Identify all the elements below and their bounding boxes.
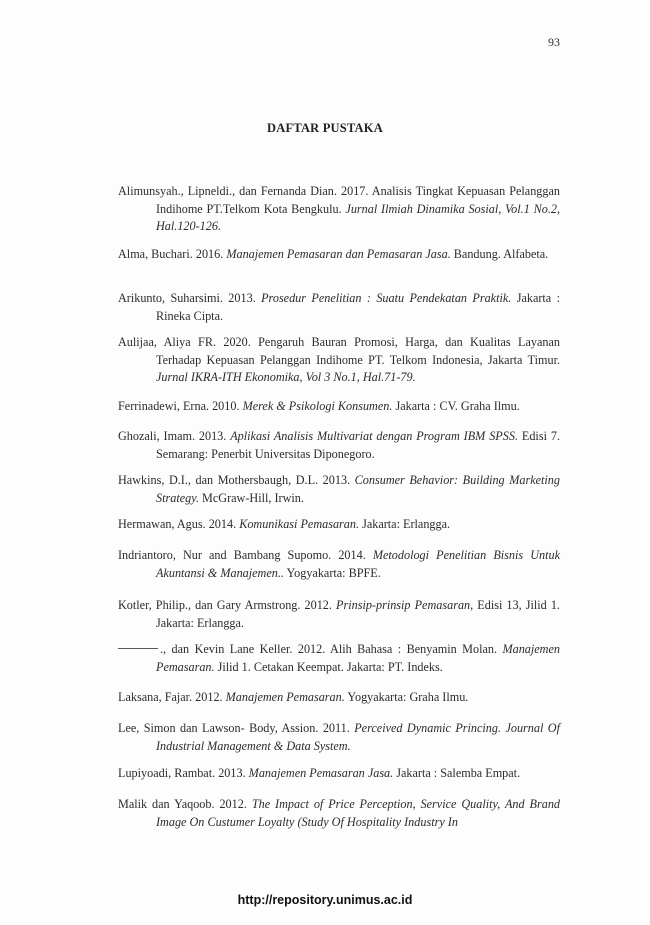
- reference-source: Jurnal Ilmiah Dinamika Sosial, Vol.1 No.2, Hal.120-126.: [156, 201, 561, 233]
- reference-entry: [118, 472, 560, 507]
- reference-entry: [118, 334, 560, 387]
- reference-source: Metodologi Penelitian Bisnis Untuk Akuntansi & Manajemen..: [156, 548, 561, 580]
- reference-source: Manajemen Pemasaran Jasa.: [248, 766, 394, 780]
- reference-text: Laksana, Fajar. 2012.: [118, 690, 226, 704]
- reference-entry: [118, 765, 560, 783]
- reference-text: Malik dan Yaqoob. 2012.: [118, 797, 252, 811]
- reference-source: Prosedur Penelitian : Suatu Pendekatan Praktik.: [261, 291, 512, 305]
- reference-publisher: Edisi 7. Semarang: Penerbit Universitas Diponegoro.: [156, 429, 560, 461]
- reference-source: Prinsip-prinsip Pemasaran,: [336, 598, 474, 612]
- repository-url-link[interactable]: http://repository.unimus.ac.id: [237, 893, 413, 907]
- reference-text: Hawkins, D.I., dan Mothersbaugh, D.L. 2013.: [118, 473, 355, 487]
- repeat-author-line: [118, 648, 158, 649]
- reference-source: Manajemen Pemasaran dan Pemasaran Jasa.: [226, 247, 451, 261]
- reference-text: Alimunsyah., Lipneldi., dan Fernanda Dian. 2017. Analisis Tingkat Kepuasan Pelanggan Indihome PT.Telkom Kota Bengkulu.: [118, 184, 560, 216]
- reference-text: Arikunto, Suharsimi. 2013.: [118, 291, 262, 305]
- reference-publisher: Bandung. Alfabeta.: [450, 247, 549, 261]
- reference-entry: [118, 597, 560, 632]
- reference-publisher: Yogyakarta: Graha Ilmu.: [344, 690, 469, 704]
- reference-entry: [118, 183, 560, 236]
- reference-text: Indriantoro, Nur and Bambang Supomo. 2014.: [118, 548, 373, 562]
- reference-publisher: Jakarta : Rineka Cipta.: [156, 291, 560, 323]
- reference-entry: [118, 398, 560, 416]
- reference-source: Manajemen Pemasaran.: [225, 690, 345, 704]
- reference-text: Lee, Simon dan Lawson- Body, Assion. 2011.: [118, 721, 355, 735]
- reference-publisher: Jakarta : Salemba Empat.: [393, 766, 521, 780]
- reference-source: Merek & Psikologi Konsumen.: [242, 399, 393, 413]
- reference-source: Consumer Behavior: Building Marketing Strategy.: [156, 473, 560, 505]
- reference-source: The Impact of Price Perception, Service Quality, And Brand Image On Custumer Loyalty (Study Of Hospitality Industry In: [156, 797, 561, 829]
- reference-entry: [118, 246, 560, 264]
- reference-entry: [118, 428, 560, 463]
- reference-entry: [118, 547, 560, 582]
- reference-text: ., dan Kevin Lane Keller. 2012. Alih Bahasa : Benyamin Molan.: [160, 642, 503, 656]
- reference-text: Kotler, Philip., dan Gary Armstrong. 2012.: [118, 598, 337, 612]
- reference-publisher: Jakarta: Erlangga.: [359, 517, 451, 531]
- reference-text: Hermawan, Agus. 2014.: [118, 517, 240, 531]
- page-title: DAFTAR PUSTAKA: [267, 121, 383, 135]
- page-number: 93: [548, 35, 560, 49]
- reference-entry: [118, 689, 560, 707]
- reference-text: Aulijaa, Aliya FR. 2020. Pengaruh Bauran Promosi, Harga, dan Kualitas Layanan Terhadap Kepuasan Pelanggan Indihome PT. Telkom Indonesia, Jakarta Timur.: [118, 335, 560, 367]
- reference-source: Komunikasi Pemasaran.: [239, 517, 360, 531]
- reference-source: Perceived Dynamic Princing. Journal Of Industrial Management & Data System.: [156, 721, 560, 753]
- reference-source: Manajemen Pemasaran.: [156, 642, 560, 674]
- reference-entry: [118, 641, 560, 676]
- reference-publisher: McGraw-Hill, Irwin.: [199, 490, 304, 505]
- reference-text: Ferrinadewi, Erna. 2010.: [118, 399, 243, 413]
- reference-publisher: Jakarta : CV. Graha Ilmu.: [392, 399, 520, 413]
- reference-entry: [118, 796, 560, 831]
- reference-publisher: Yogyakarta: BPFE.: [283, 565, 381, 580]
- reference-source: Jurnal IKRA-ITH Ekonomika, Vol 3 No.1, Hal.71-79.: [156, 370, 416, 384]
- reference-publisher: Edisi 13, Jilid 1. Jakarta: Erlangga.: [156, 598, 560, 630]
- reference-publisher: Jilid 1. Cetakan Keempat. Jakarta: PT. Indeks.: [214, 659, 443, 674]
- reference-entry: [118, 290, 560, 325]
- reference-entry: [118, 516, 560, 534]
- reference-entry: [118, 720, 560, 755]
- reference-text: Alma, Buchari. 2016.: [118, 247, 227, 261]
- reference-source: Aplikasi Analisis Multivariat dengan Program IBM SPSS.: [230, 429, 518, 443]
- reference-text: Ghozali, Imam. 2013.: [118, 429, 231, 443]
- reference-text: Lupiyoadi, Rambat. 2013.: [118, 766, 249, 780]
